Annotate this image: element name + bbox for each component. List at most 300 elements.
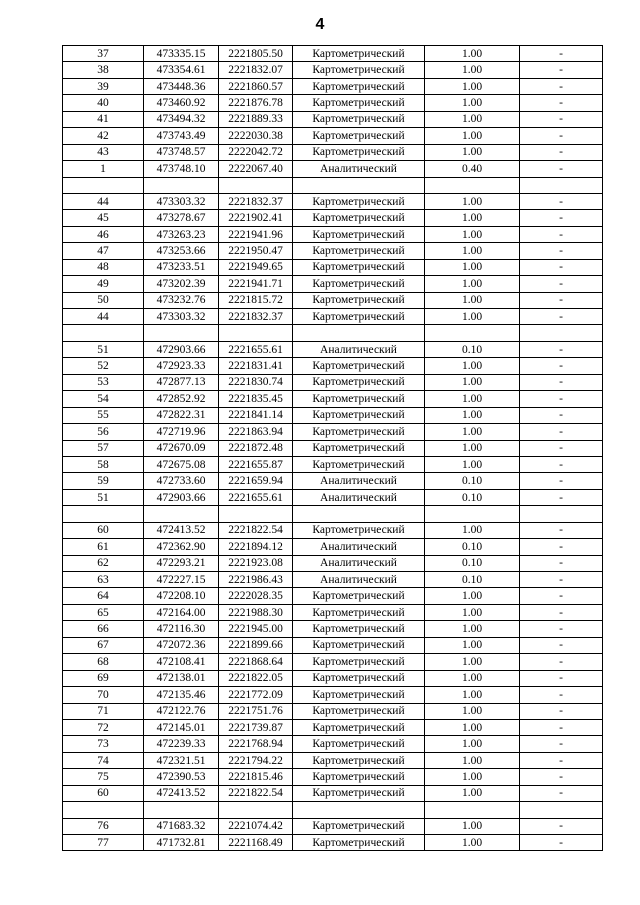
description-cell: - (520, 752, 603, 768)
method-cell: Картометрический (293, 62, 425, 78)
accuracy-cell: 0.10 (425, 341, 520, 357)
method-cell: Картометрический (293, 604, 425, 620)
y-coordinate-cell: 2221830.74 (219, 374, 293, 390)
y-coordinate-cell: 2222067.40 (219, 161, 293, 177)
table-row (63, 292, 603, 308)
point-number-cell: 49 (63, 276, 144, 292)
y-coordinate-cell: 2221739.87 (219, 719, 293, 735)
description-cell: - (520, 769, 603, 785)
table-row (63, 177, 603, 193)
description-cell: - (520, 522, 603, 538)
point-number-cell: 63 (63, 572, 144, 588)
y-coordinate-cell: 2221805.50 (219, 46, 293, 62)
point-number-cell: 52 (63, 358, 144, 374)
x-coordinate-cell (144, 177, 219, 193)
method-cell (293, 325, 425, 341)
method-cell: Картометрический (293, 588, 425, 604)
point-number-cell: 51 (63, 341, 144, 357)
y-coordinate-cell: 2221655.87 (219, 456, 293, 472)
point-number-cell: 41 (63, 111, 144, 127)
y-coordinate-cell (219, 325, 293, 341)
description-cell: - (520, 78, 603, 94)
x-coordinate-cell: 472390.53 (144, 769, 219, 785)
method-cell: Картометрический (293, 456, 425, 472)
point-number-cell: 48 (63, 259, 144, 275)
table-row (63, 769, 603, 785)
y-coordinate-cell: 2221655.61 (219, 489, 293, 505)
accuracy-cell (425, 802, 520, 818)
table-row (63, 210, 603, 226)
y-coordinate-cell: 2221863.94 (219, 424, 293, 440)
y-coordinate-cell: 2221815.72 (219, 292, 293, 308)
description-cell: - (520, 539, 603, 555)
accuracy-cell: 1.00 (425, 588, 520, 604)
method-cell: Картометрический (293, 769, 425, 785)
method-cell: Картометрический (293, 637, 425, 653)
description-cell: - (520, 621, 603, 637)
table-row (63, 243, 603, 259)
y-coordinate-cell (219, 506, 293, 522)
point-number-cell (63, 325, 144, 341)
description-cell: - (520, 309, 603, 325)
x-coordinate-cell: 472413.52 (144, 522, 219, 538)
point-number-cell: 71 (63, 703, 144, 719)
method-cell (293, 506, 425, 522)
table-row (63, 325, 603, 341)
point-number-cell: 45 (63, 210, 144, 226)
table-row (63, 78, 603, 94)
x-coordinate-cell: 472923.33 (144, 358, 219, 374)
accuracy-cell: 1.00 (425, 111, 520, 127)
description-cell: - (520, 736, 603, 752)
description-cell: - (520, 358, 603, 374)
description-cell: - (520, 391, 603, 407)
x-coordinate-cell: 473448.36 (144, 78, 219, 94)
point-number-cell: 55 (63, 407, 144, 423)
method-cell: Картометрический (293, 391, 425, 407)
table-row (63, 473, 603, 489)
x-coordinate-cell: 473494.32 (144, 111, 219, 127)
accuracy-cell: 0.10 (425, 489, 520, 505)
description-cell: - (520, 95, 603, 111)
description-cell: - (520, 835, 603, 851)
point-number-cell: 60 (63, 522, 144, 538)
x-coordinate-cell: 472108.41 (144, 654, 219, 670)
y-coordinate-cell: 2221659.94 (219, 473, 293, 489)
method-cell (293, 177, 425, 193)
description-cell (520, 506, 603, 522)
table-row (63, 144, 603, 160)
method-cell: Картометрический (293, 374, 425, 390)
table-row (63, 670, 603, 686)
point-number-cell: 57 (63, 440, 144, 456)
table-row (63, 752, 603, 768)
method-cell: Картометрический (293, 703, 425, 719)
table-row (63, 719, 603, 735)
y-coordinate-cell: 2221894.12 (219, 539, 293, 555)
accuracy-cell: 1.00 (425, 440, 520, 456)
method-cell: Картометрический (293, 687, 425, 703)
y-coordinate-cell: 2221832.37 (219, 193, 293, 209)
point-number-cell: 59 (63, 473, 144, 489)
method-cell: Картометрический (293, 210, 425, 226)
table-row (63, 654, 603, 670)
y-coordinate-cell: 2221876.78 (219, 95, 293, 111)
table-row (63, 588, 603, 604)
x-coordinate-cell (144, 802, 219, 818)
table-row (63, 440, 603, 456)
description-cell: - (520, 719, 603, 735)
x-coordinate-cell: 472138.01 (144, 670, 219, 686)
point-number-cell: 56 (63, 424, 144, 440)
accuracy-cell: 1.00 (425, 243, 520, 259)
method-cell: Картометрический (293, 407, 425, 423)
accuracy-cell: 1.00 (425, 46, 520, 62)
y-coordinate-cell: 2221860.57 (219, 78, 293, 94)
description-cell: - (520, 637, 603, 653)
y-coordinate-cell: 2221822.54 (219, 785, 293, 801)
description-cell: - (520, 144, 603, 160)
y-coordinate-cell: 2221899.66 (219, 637, 293, 653)
accuracy-cell: 0.10 (425, 539, 520, 555)
point-number-cell (63, 802, 144, 818)
accuracy-cell: 1.00 (425, 785, 520, 801)
table-row (63, 555, 603, 571)
table-row (63, 489, 603, 505)
y-coordinate-cell: 2221841.14 (219, 407, 293, 423)
x-coordinate-cell: 472135.46 (144, 687, 219, 703)
description-cell: - (520, 226, 603, 242)
accuracy-cell: 1.00 (425, 95, 520, 111)
table-row (63, 687, 603, 703)
x-coordinate-cell: 472145.01 (144, 719, 219, 735)
accuracy-cell: 1.00 (425, 703, 520, 719)
y-coordinate-cell: 2221945.00 (219, 621, 293, 637)
x-coordinate-cell: 472227.15 (144, 572, 219, 588)
description-cell: - (520, 654, 603, 670)
y-coordinate-cell: 2222030.38 (219, 128, 293, 144)
description-cell: - (520, 374, 603, 390)
method-cell: Картометрический (293, 46, 425, 62)
table-row (63, 818, 603, 834)
method-cell: Аналитический (293, 489, 425, 505)
method-cell: Аналитический (293, 555, 425, 571)
description-cell: - (520, 604, 603, 620)
table-row (63, 637, 603, 653)
method-cell: Картометрический (293, 243, 425, 259)
table-row (63, 341, 603, 357)
table-row (63, 522, 603, 538)
method-cell (293, 802, 425, 818)
y-coordinate-cell: 2221822.54 (219, 522, 293, 538)
accuracy-cell: 0.10 (425, 572, 520, 588)
accuracy-cell: 1.00 (425, 391, 520, 407)
point-number-cell: 70 (63, 687, 144, 703)
x-coordinate-cell: 473263.23 (144, 226, 219, 242)
description-cell: - (520, 555, 603, 571)
description-cell: - (520, 259, 603, 275)
point-number-cell: 54 (63, 391, 144, 407)
accuracy-cell: 1.00 (425, 456, 520, 472)
description-cell: - (520, 785, 603, 801)
accuracy-cell: 1.00 (425, 62, 520, 78)
description-cell (520, 177, 603, 193)
point-number-cell: 69 (63, 670, 144, 686)
point-number-cell: 65 (63, 604, 144, 620)
point-number-cell: 62 (63, 555, 144, 571)
y-coordinate-cell: 2221074.42 (219, 818, 293, 834)
y-coordinate-cell: 2221835.45 (219, 391, 293, 407)
x-coordinate-cell: 472903.66 (144, 489, 219, 505)
x-coordinate-cell: 472321.51 (144, 752, 219, 768)
page-number: 4 (315, 16, 325, 33)
accuracy-cell (425, 325, 520, 341)
point-number-cell: 53 (63, 374, 144, 390)
x-coordinate-cell: 473253.66 (144, 243, 219, 259)
description-cell: - (520, 210, 603, 226)
accuracy-cell: 1.00 (425, 78, 520, 94)
method-cell: Картометрический (293, 309, 425, 325)
accuracy-cell: 1.00 (425, 358, 520, 374)
method-cell: Аналитический (293, 473, 425, 489)
method-cell: Картометрический (293, 358, 425, 374)
coordinates-table-body (63, 46, 603, 851)
table-row (63, 604, 603, 620)
point-number-cell: 44 (63, 309, 144, 325)
description-cell: - (520, 111, 603, 127)
x-coordinate-cell: 471732.81 (144, 835, 219, 851)
description-cell: - (520, 687, 603, 703)
point-number-cell: 47 (63, 243, 144, 259)
table-row (63, 309, 603, 325)
accuracy-cell (425, 506, 520, 522)
table-row (63, 111, 603, 127)
x-coordinate-cell: 472293.21 (144, 555, 219, 571)
accuracy-cell: 1.00 (425, 276, 520, 292)
x-coordinate-cell: 473232.76 (144, 292, 219, 308)
table-row (63, 95, 603, 111)
point-number-cell: 43 (63, 144, 144, 160)
table-row (63, 456, 603, 472)
method-cell: Картометрический (293, 78, 425, 94)
table-row (63, 802, 603, 818)
x-coordinate-cell: 472903.66 (144, 341, 219, 357)
accuracy-cell: 1.00 (425, 309, 520, 325)
y-coordinate-cell: 2221751.76 (219, 703, 293, 719)
point-number-cell: 64 (63, 588, 144, 604)
method-cell: Картометрический (293, 95, 425, 111)
table-row (63, 835, 603, 851)
y-coordinate-cell: 2221950.47 (219, 243, 293, 259)
x-coordinate-cell: 472852.92 (144, 391, 219, 407)
method-cell: Картометрический (293, 670, 425, 686)
point-number-cell: 76 (63, 818, 144, 834)
x-coordinate-cell: 473233.51 (144, 259, 219, 275)
description-cell: - (520, 440, 603, 456)
table-row (63, 785, 603, 801)
table-row (63, 374, 603, 390)
method-cell: Картометрический (293, 128, 425, 144)
y-coordinate-cell: 2221772.09 (219, 687, 293, 703)
method-cell: Картометрический (293, 752, 425, 768)
point-number-cell: 66 (63, 621, 144, 637)
table-row (63, 407, 603, 423)
x-coordinate-cell: 473743.49 (144, 128, 219, 144)
description-cell: - (520, 456, 603, 472)
point-number-cell: 77 (63, 835, 144, 851)
point-number-cell: 75 (63, 769, 144, 785)
x-coordinate-cell: 471683.32 (144, 818, 219, 834)
point-number-cell: 51 (63, 489, 144, 505)
x-coordinate-cell (144, 325, 219, 341)
method-cell: Картометрический (293, 292, 425, 308)
x-coordinate-cell: 472362.90 (144, 539, 219, 555)
accuracy-cell: 1.00 (425, 835, 520, 851)
accuracy-cell: 1.00 (425, 654, 520, 670)
x-coordinate-cell: 473278.67 (144, 210, 219, 226)
accuracy-cell: 1.00 (425, 769, 520, 785)
y-coordinate-cell: 2221941.96 (219, 226, 293, 242)
description-cell: - (520, 473, 603, 489)
table-row (63, 703, 603, 719)
y-coordinate-cell: 2221815.46 (219, 769, 293, 785)
x-coordinate-cell: 473748.57 (144, 144, 219, 160)
table-row (63, 161, 603, 177)
description-cell: - (520, 193, 603, 209)
table-row (63, 539, 603, 555)
point-number-cell: 72 (63, 719, 144, 735)
table-row (63, 128, 603, 144)
x-coordinate-cell: 473202.39 (144, 276, 219, 292)
point-number-cell: 42 (63, 128, 144, 144)
method-cell: Картометрический (293, 522, 425, 538)
accuracy-cell: 1.00 (425, 719, 520, 735)
y-coordinate-cell: 2221831.41 (219, 358, 293, 374)
y-coordinate-cell: 2221832.37 (219, 309, 293, 325)
accuracy-cell: 1.00 (425, 226, 520, 242)
accuracy-cell: 1.00 (425, 621, 520, 637)
x-coordinate-cell: 472413.52 (144, 785, 219, 801)
accuracy-cell: 1.00 (425, 818, 520, 834)
point-number-cell: 68 (63, 654, 144, 670)
method-cell: Аналитический (293, 341, 425, 357)
y-coordinate-cell: 2221986.43 (219, 572, 293, 588)
y-coordinate-cell: 2222028.35 (219, 588, 293, 604)
x-coordinate-cell: 473460.92 (144, 95, 219, 111)
table-row (63, 736, 603, 752)
table-row (63, 391, 603, 407)
x-coordinate-cell: 472719.96 (144, 424, 219, 440)
table-row (63, 506, 603, 522)
accuracy-cell: 1.00 (425, 210, 520, 226)
accuracy-cell: 0.10 (425, 473, 520, 489)
point-number-cell: 61 (63, 539, 144, 555)
x-coordinate-cell: 473335.15 (144, 46, 219, 62)
y-coordinate-cell: 2221872.48 (219, 440, 293, 456)
x-coordinate-cell: 473354.61 (144, 62, 219, 78)
accuracy-cell: 1.00 (425, 259, 520, 275)
point-number-cell: 1 (63, 161, 144, 177)
table-row (63, 226, 603, 242)
method-cell: Картометрический (293, 111, 425, 127)
y-coordinate-cell: 2221768.94 (219, 736, 293, 752)
y-coordinate-cell: 2221902.41 (219, 210, 293, 226)
x-coordinate-cell: 472122.76 (144, 703, 219, 719)
description-cell: - (520, 128, 603, 144)
table-row (63, 424, 603, 440)
y-coordinate-cell: 2221168.49 (219, 835, 293, 851)
table-row (63, 46, 603, 62)
y-coordinate-cell (219, 802, 293, 818)
x-coordinate-cell: 473748.10 (144, 161, 219, 177)
x-coordinate-cell: 472877.13 (144, 374, 219, 390)
method-cell: Картометрический (293, 654, 425, 670)
accuracy-cell: 1.00 (425, 670, 520, 686)
x-coordinate-cell: 472675.08 (144, 456, 219, 472)
method-cell: Картометрический (293, 144, 425, 160)
accuracy-cell: 1.00 (425, 424, 520, 440)
accuracy-cell: 1.00 (425, 128, 520, 144)
point-number-cell: 74 (63, 752, 144, 768)
point-number-cell (63, 506, 144, 522)
method-cell: Аналитический (293, 161, 425, 177)
point-number-cell: 58 (63, 456, 144, 472)
description-cell: - (520, 818, 603, 834)
description-cell: - (520, 243, 603, 259)
description-cell: - (520, 572, 603, 588)
table-row (63, 276, 603, 292)
point-number-cell: 44 (63, 193, 144, 209)
accuracy-cell: 1.00 (425, 193, 520, 209)
x-coordinate-cell: 472072.36 (144, 637, 219, 653)
y-coordinate-cell (219, 177, 293, 193)
point-number-cell: 39 (63, 78, 144, 94)
x-coordinate-cell: 472208.10 (144, 588, 219, 604)
table-row (63, 621, 603, 637)
x-coordinate-cell: 473303.32 (144, 193, 219, 209)
accuracy-cell: 1.00 (425, 292, 520, 308)
description-cell: - (520, 588, 603, 604)
description-cell: - (520, 489, 603, 505)
method-cell: Картометрический (293, 276, 425, 292)
method-cell: Картометрический (293, 736, 425, 752)
method-cell: Картометрический (293, 440, 425, 456)
accuracy-cell: 1.00 (425, 687, 520, 703)
accuracy-cell: 1.00 (425, 144, 520, 160)
point-number-cell: 67 (63, 637, 144, 653)
y-coordinate-cell: 2221923.08 (219, 555, 293, 571)
x-coordinate-cell: 473303.32 (144, 309, 219, 325)
point-number-cell: 73 (63, 736, 144, 752)
method-cell: Картометрический (293, 259, 425, 275)
accuracy-cell: 0.10 (425, 555, 520, 571)
description-cell: - (520, 670, 603, 686)
table-row (63, 572, 603, 588)
point-number-cell: 40 (63, 95, 144, 111)
y-coordinate-cell: 2221822.05 (219, 670, 293, 686)
y-coordinate-cell: 2221889.33 (219, 111, 293, 127)
accuracy-cell: 0.40 (425, 161, 520, 177)
point-number-cell: 50 (63, 292, 144, 308)
table-row (63, 62, 603, 78)
x-coordinate-cell: 472733.60 (144, 473, 219, 489)
description-cell: - (520, 276, 603, 292)
method-cell: Картометрический (293, 193, 425, 209)
description-cell: - (520, 703, 603, 719)
x-coordinate-cell: 472164.00 (144, 604, 219, 620)
table-row (63, 259, 603, 275)
accuracy-cell: 1.00 (425, 374, 520, 390)
